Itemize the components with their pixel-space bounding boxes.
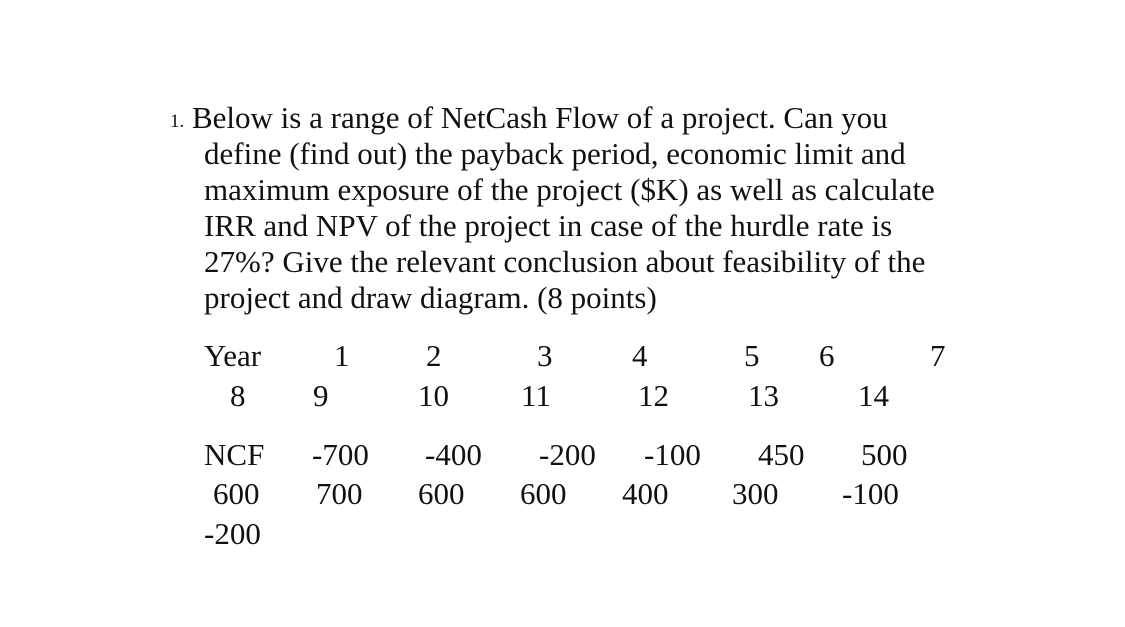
ncf-cell: 400 xyxy=(622,476,669,511)
question-number: 1. xyxy=(170,111,185,132)
ncf-cell: -200 xyxy=(204,516,261,551)
year-cell: 1 xyxy=(334,338,350,373)
ncf-cell: 700 xyxy=(316,476,363,511)
ncf-label: NCF xyxy=(204,437,265,472)
year-cell: 13 xyxy=(748,378,779,413)
ncf-cell: 300 xyxy=(732,476,779,511)
year-cell: 7 xyxy=(930,338,946,373)
year-cell: 10 xyxy=(418,378,449,413)
year-cell: 11 xyxy=(521,378,551,413)
year-cell: 14 xyxy=(858,378,889,413)
ncf-cell: -100 xyxy=(644,437,701,472)
ncf-cell: 600 xyxy=(520,476,567,511)
ncf-cell: -200 xyxy=(539,437,596,472)
ncf-cell: -400 xyxy=(425,437,482,472)
year-cell: 9 xyxy=(313,378,329,413)
ncf-cell: 600 xyxy=(213,476,260,511)
year-cell: 12 xyxy=(638,378,669,413)
ncf-cell: 500 xyxy=(861,437,908,472)
question-text xyxy=(192,100,982,316)
year-cell: 6 xyxy=(819,338,835,373)
question-line-4: IRR and NPV of the project in case of the hurdle rate is xyxy=(204,208,893,243)
question-line-2: define (find out) the payback period, economic limit and xyxy=(204,136,906,171)
ncf-cell: -100 xyxy=(842,476,899,511)
ncf-cell: 450 xyxy=(758,437,805,472)
question-line-5: 27%? Give the relevant conclusion about feasibility of the xyxy=(204,244,926,279)
question-line-1: Below is a range of NetCash Flow of a project. Can you xyxy=(192,100,888,135)
year-cell: 8 xyxy=(230,378,246,413)
ncf-cell: -700 xyxy=(312,437,369,472)
ncf-cell: 600 xyxy=(418,476,465,511)
question-line-6: project and draw diagram. (8 points) xyxy=(204,280,657,315)
year-cell: 2 xyxy=(426,338,442,373)
question-line-3: maximum exposure of the project ($K) as well as calculate xyxy=(204,172,935,207)
year-cell: 3 xyxy=(537,338,553,373)
year-label: Year xyxy=(204,338,262,373)
year-cell: 5 xyxy=(744,338,760,373)
year-cell: 4 xyxy=(632,338,648,373)
